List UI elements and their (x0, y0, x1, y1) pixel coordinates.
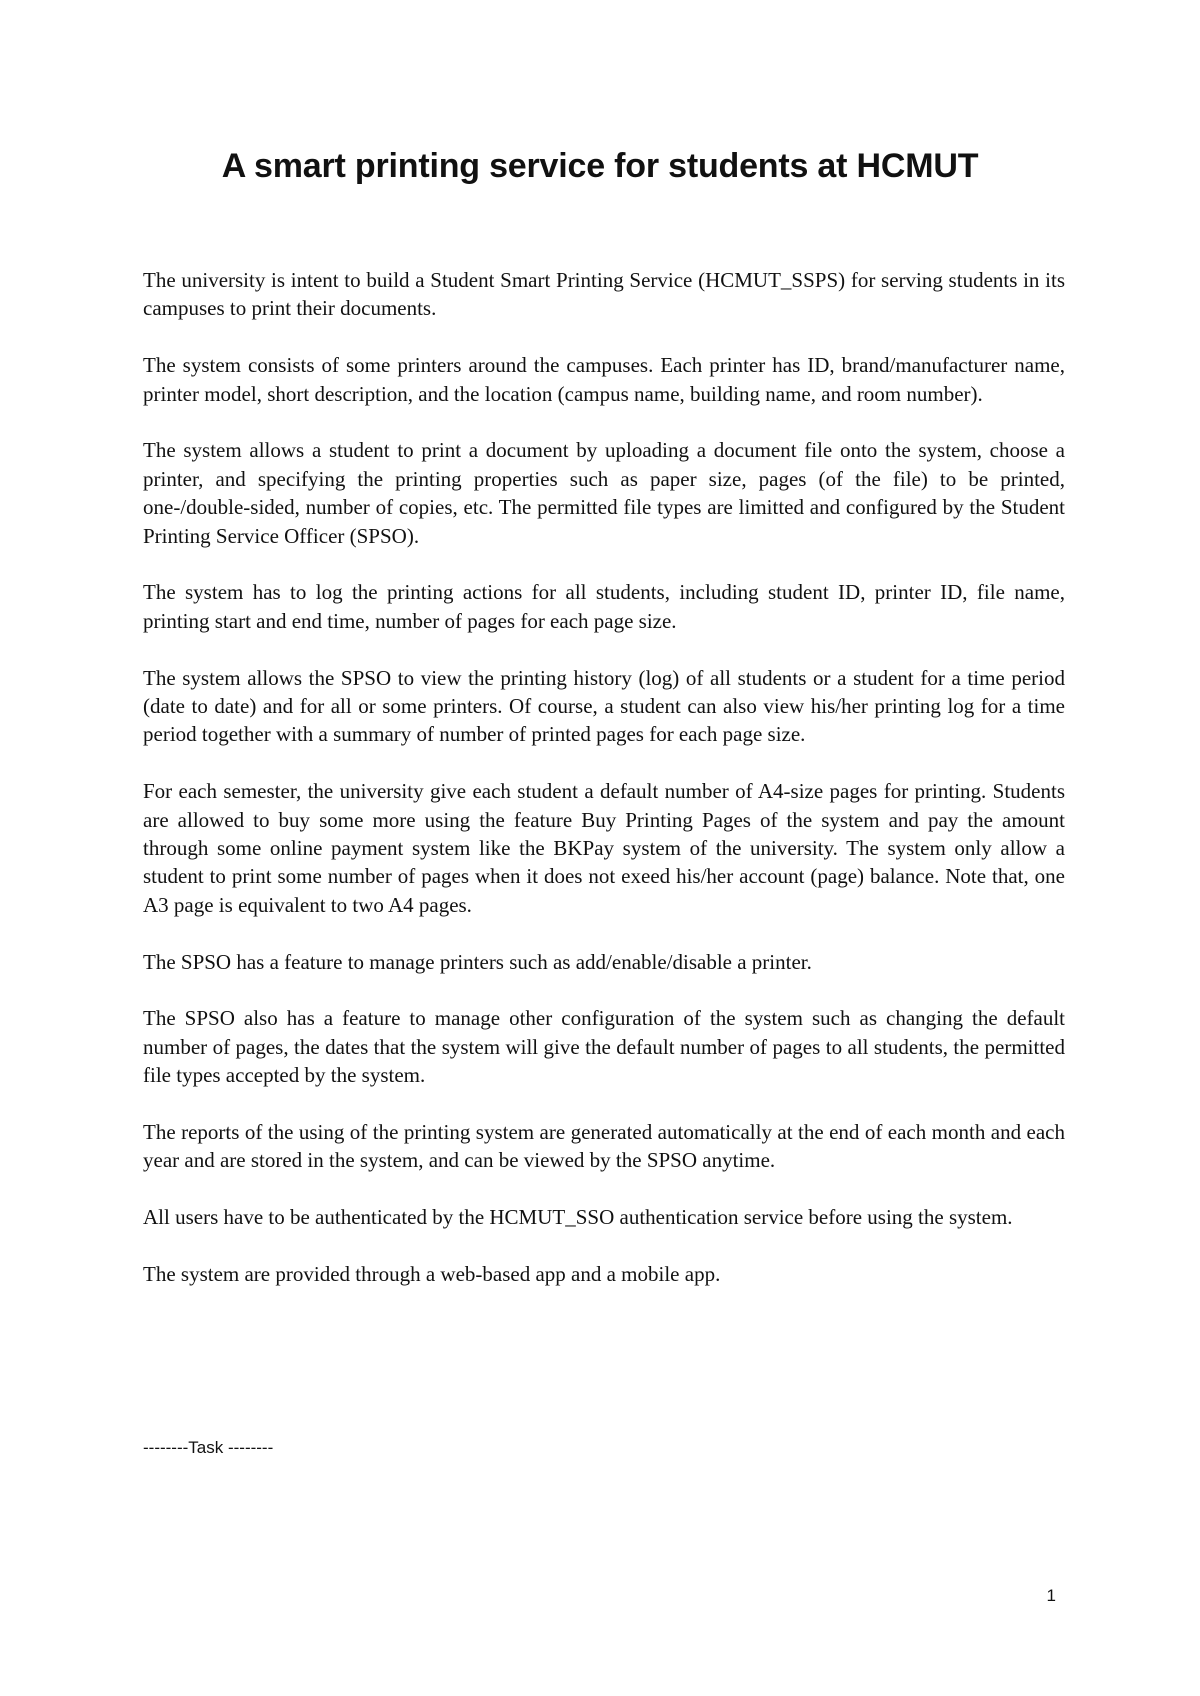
paragraph-manage-printers: The SPSO has a feature to manage printers such as add/enable/disable a printer. (143, 949, 812, 974)
paragraph-printers: The system consists of some printers around the campuses. Each printer has ID, brand/manufacturer name, printer model, short description, and the location (campus name, building name, and room number). (143, 353, 1065, 406)
paragraph-printing: The system allows a student to print a document by uploading a document file onto the system, choose a printer, and specifying the printing properties such as paper size, pages (of the file) to be printed, one-/double-sided, number of copies, etc. The permitted file types are limitted and configured by the Student Printing Service Officer (SPSO). (143, 438, 1065, 548)
page-number: 1 (1046, 1586, 1056, 1605)
paragraph-platforms: The system are provided through a web-based app and a mobile app. (143, 1262, 721, 1287)
paragraph-configuration: The SPSO also has a feature to manage other configuration of the system such as changing the default number of pages, the dates that the system will give the default number of pages to all students, the permitted file types accepted by the system. (143, 1006, 1065, 1088)
paragraph-page-balance: For each semester, the university give each student a default number of A4-size pages for printing. Students are allowed to buy some more using the feature Buy Printing Pages of the system and pay the amount through some online payment system like the BKPay system of the university. The system only allow a student to print some number of pages when it does not exeed his/her account (page) balance. Note that, one A3 page is equivalent to two A4 pages. (143, 779, 1065, 917)
document-title: A smart printing service for students at HCMUT (221, 147, 979, 185)
paragraph-authentication: All users have to be authenticated by the HCMUT_SSO authentication service before using the system. (143, 1205, 1013, 1230)
paragraph-intro: The university is intent to build a Student Smart Printing Service (HCMUT_SSPS) for serving students in its campuses to print their documents. (143, 268, 1065, 321)
paragraph-logging: The system has to log the printing actions for all students, including student ID, printer ID, file name, printing start and end time, number of pages for each page size. (143, 580, 1065, 633)
document-body (143, 266, 1065, 1317)
task-heading: --------Task -------- (143, 1438, 274, 1457)
paragraph-reports: The reports of the using of the printing system are generated automatically at the end of each month and each year and are stored in the system, and can be viewed by the SPSO anytime. (143, 1120, 1065, 1173)
paragraph-history: The system allows the SPSO to view the printing history (log) of all students or a student for a time period (date to date) and for all or some printers. Of course, a student can also view his/her printing log for a time period together with a summary of number of printed pages for each page size. (143, 665, 1065, 747)
